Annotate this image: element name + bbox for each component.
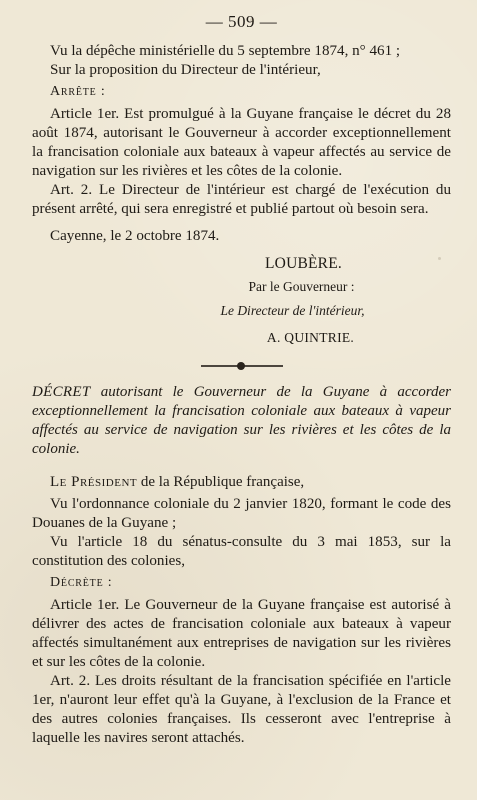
decree-vu-2: Vu l'article 18 du sénatus-consulte du 3 mai 1853, sur la constitution des colonies, [32,534,451,569]
page-number: — 509 — [205,12,278,31]
signature-director: A. QUINTRIE. [266,330,355,345]
signature-by-line: Par le Gouverneur : [248,279,355,294]
arrete-heading: Arrête : [50,84,106,99]
signature-role: Le Directeur de l'intérieur, [220,303,365,318]
president-line [50,473,451,492]
president-rest: de la République française, [140,474,305,490]
page-speck [438,257,441,260]
arrete-dateline: Cayenne, le 2 octobre 1874. [50,228,220,244]
arrete-line-2: Sur la proposition du Directeur de l'intérieur, [50,62,321,78]
decree-title-rest: autorisant le Gouverneur de la Guyane à accorder exceptionnellement la francisation coloniale aux bateaux à vapeur affectés au service de navigation sur les rivières et les côtes de la colonie. [32,384,451,457]
signature-block [32,254,451,347]
decree-title-lead: DÉCRET [32,384,91,400]
signature-name-main: LOUBÈRE. [265,255,342,272]
decree-article-1: Article 1er. Le Gouverneur de la Guyane française est autorisé à délivrer des actes de francisation coloniale aux bateaux à vapeur affectés simultanément aux entreprises de navigation sur les rivières et sur les côtes de la colonie. [32,597,451,670]
page-speck [291,208,293,210]
page-speck [250,18,254,22]
arrete-article-2: Art. 2. Le Directeur de l'intérieur est chargé de l'exécution du présent arrêté, qui sera enregistré et publié partout où besoin sera. [32,182,451,217]
arrete-article-1: Article 1er. Est promulgué à la Guyane française le décret du 28 août 1874, autorisant le Gouverneur à accorder exceptionnellement la francisation coloniale aux bateaux à vapeur affectés au service de navigation sur les rivières et les côtes de la colonie. [32,106,451,179]
decree-title [32,383,451,459]
decree-heading: Décrète : [50,575,113,590]
arrete-line-1: Vu la dépêche ministérielle du 5 septembre 1874, n° 461 ; [50,43,401,59]
decree-article-2: Art. 2. Les droits résultant de la francisation spécifiée en l'article 1er, n'auront leur effet qu'à la Guyane, à l'exclusion de la France et des autres colonies françaises. Ils cesseront avec l'entreprise à laquelle les navires seront attachés. [32,673,451,746]
decree-vu-1: Vu l'ordonnance coloniale du 2 janvier 1820, formant le code des Douanes de la Guyane ; [32,496,451,531]
divider-ornament [201,365,283,367]
president-label: Le Président [50,474,138,490]
section-divider [32,365,451,367]
